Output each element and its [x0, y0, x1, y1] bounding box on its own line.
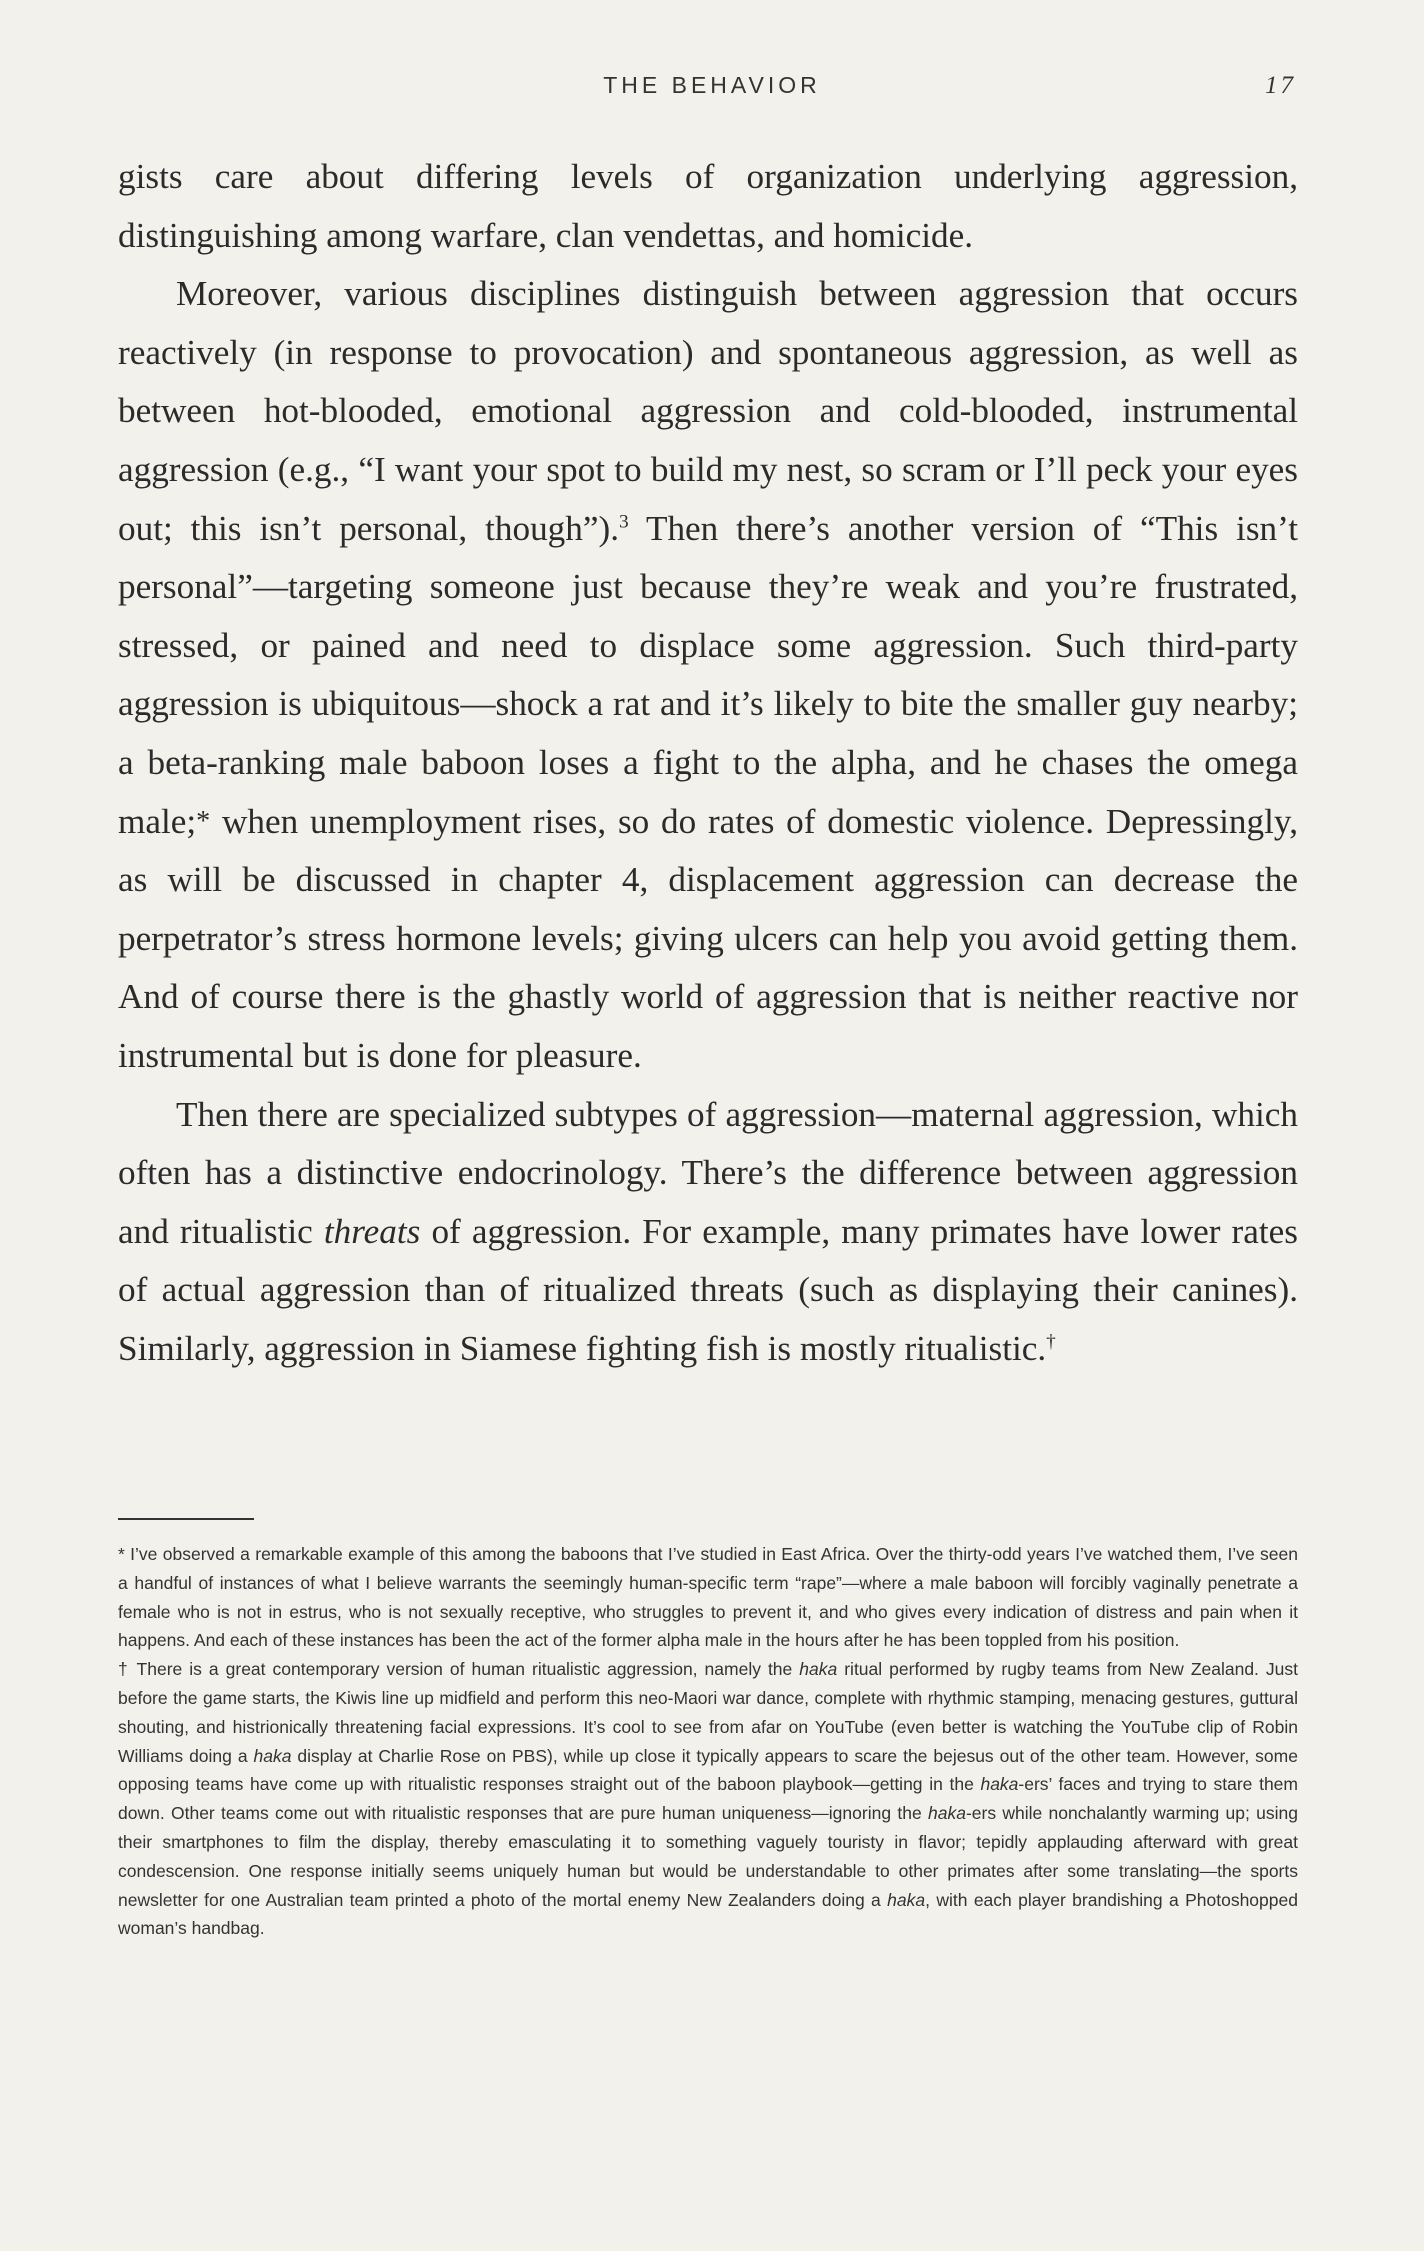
footnote-marker-asterisk: * — [196, 805, 211, 837]
footnote-dagger-text-d: -ers’ faces and trying to stare them down. Other teams come out with ritualistic responses that are pure human uniqueness—ignoring the — [118, 1774, 1298, 1824]
paragraph-1: gists care about differing levels of organization underlying aggression, distinguishing among warfare, clan vendettas, and homicide. — [118, 157, 1298, 255]
endnote-reference-3: 3 — [619, 510, 629, 532]
paragraph-3 — [118, 1086, 1298, 1379]
emphasis-haka-4: haka — [927, 1803, 966, 1824]
emphasis-haka-2: haka — [253, 1745, 292, 1766]
running-head — [0, 72, 1424, 112]
emphasis-haka-1: haka — [799, 1659, 838, 1680]
footnote-asterisk-text: I’ve observed a remarkable example of this among the baboons that I’ve studied in East Africa. Over the thirty-odd years I’ve watched them, I’ve seen a handful of instances of what I believe warrants the seemingly human-specific term “rape”—where a male baboon will forcibly vaginally penetrate a female who is not in estrus, who is not sexually receptive, who struggles to prevent it, and who gives every indication of distress and pain when it happens. And each of these instances has been the act of the former alpha male in the hours after he has been toppled from his position. — [118, 1544, 1298, 1651]
paragraph-3-text-b: of aggression. For example, many primates have lower rates of actual aggression than of ritualized threats (such as displaying their canines). Similarly, aggression in Siamese fighting fish is mostly ritualistic. — [118, 1211, 1298, 1368]
body-text — [118, 148, 1298, 1378]
footnote-dagger-text-a: There is a great contemporary version of human ritualistic aggression, namely the — [129, 1659, 800, 1680]
paragraph-2 — [118, 265, 1298, 1085]
emphasis-haka-5: haka — [887, 1889, 926, 1910]
footnote-dagger-text-f: , with each player brandishing a Photoshopped woman’s handbag. — [118, 1889, 1298, 1939]
emphasis-haka-3: haka — [980, 1774, 1019, 1795]
footnote-asterisk-mark: * — [118, 1544, 125, 1564]
paragraph-2-text-a: Moreover, various disciplines distinguish between aggression that occurs reactively (in response to provocation) and spontaneous aggression, as well as between hot-blooded, emotional aggression and cold-blooded, instrumental aggression (e.g., “I want your spot to build my nest, so scram or I’ll peck your eyes out; this isn’t personal, though”). — [118, 274, 1298, 548]
footnote-asterisk — [118, 1540, 1298, 1655]
running-title: THE BEHAVIOR — [603, 72, 821, 98]
footnote-dagger-text-b: ritual performed by rugby teams from New Zealand. Just before the game starts, the Kiwis line up midfield and perform this neo-Maori war dance, complete with rhythmic stamping, menacing gestures, guttural shouting, and histrionically threatening facial expressions. It’s cool to see from afar on YouTube (even better is watching the YouTube clip of Robin Williams doing a — [118, 1659, 1299, 1766]
footnote-marker-dagger: † — [1046, 1331, 1056, 1353]
footnotes — [118, 1540, 1298, 1943]
footnote-dagger-text-e: -ers while nonchalantly warming up; using their smartphones to film the display, thereby emasculating it to something vaguely touristy in flavor; tepidly applauding afterward with great condescension. One response initially seems uniquely human but would be understandable to other primates after some translating—the sports newsletter for one Australian team printed a photo of the mortal enemy New Zealanders doing a — [118, 1803, 1299, 1910]
emphasis-threats: threats — [323, 1211, 421, 1251]
page-number: 17 — [1265, 72, 1296, 99]
paragraph-2-text-b: Then there’s another version of “This isn’t personal”—targeting someone just because they’re weak and you’re frustrated, stressed, or pained and need to displace some aggression. Such third-party aggression is ubiquitous—shock a rat and it’s likely to bite the smaller guy nearby; a beta-ranking male baboon loses a fight to the alpha, and he chases the omega male; — [118, 508, 1298, 841]
footnote-dagger-text-c: display at Charlie Rose on PBS), while up close it typically appears to scare the bejesus out of the other team. However, some opposing teams have come up with ritualistic responses straight out of the baboon playbook—getting in the — [118, 1745, 1298, 1795]
footnote-rule — [118, 1518, 254, 1520]
paragraph-3-text-a: Then there are specialized subtypes of aggression—maternal aggression, which often has a distinctive endocrinology. There’s the difference between aggression and ritualistic — [118, 1094, 1298, 1251]
footnote-dagger-mark: † — [118, 1659, 130, 1680]
paragraph-2-text-c: when unemployment rises, so do rates of domestic violence. Depressingly, as will be discussed in chapter 4, displacement aggression can decrease the perpetrator’s stress hormone levels; giving ulcers can help you avoid getting them. And of course there is the ghastly world of aggression that is neither reactive nor instrumental but is done for pleasure. — [118, 801, 1298, 1075]
footnote-dagger — [118, 1655, 1298, 1943]
